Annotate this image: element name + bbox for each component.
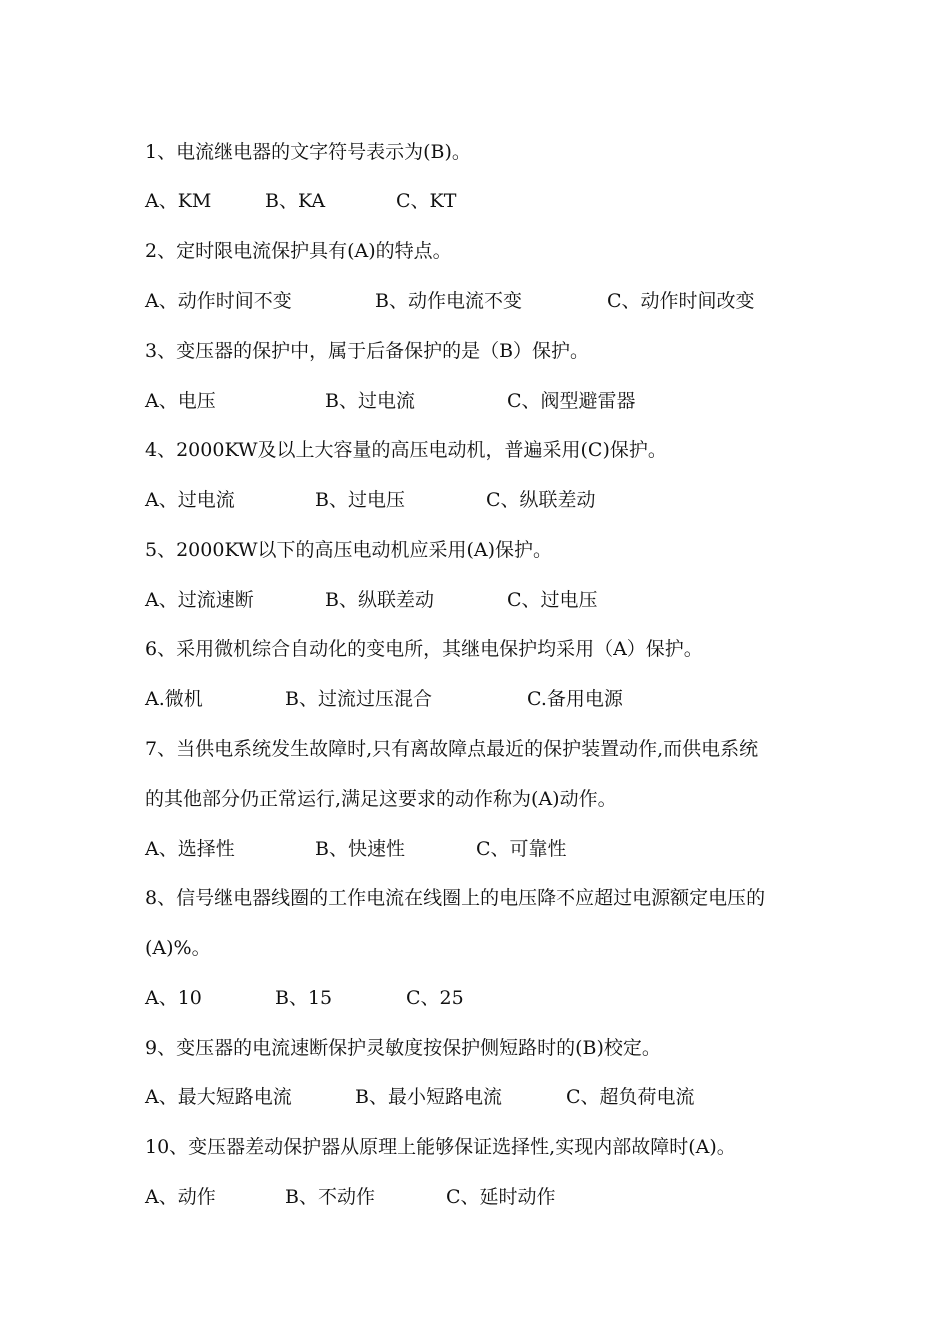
option-a: A、过电流 [145, 489, 235, 511]
option-b: B、KA [265, 190, 326, 212]
option-a: A、10 [145, 987, 202, 1009]
option-c: C.备用电源 [527, 688, 623, 710]
option-b: B、最小短路电流 [355, 1086, 502, 1108]
question-7-options [145, 836, 567, 862]
question-2-text: 2、定时限电流保护具有(A)的特点。 [145, 240, 452, 262]
option-c: C、纵联差动 [486, 489, 596, 511]
question-5-text: 5、2000KW以下的高压电动机应采用(A)保护。 [145, 539, 553, 561]
question-7-text: 7、当供电系统发生故障时,只有离故障点最近的保护装置动作,而供电系统 [145, 738, 759, 760]
option-a: A、动作时间不变 [145, 290, 292, 312]
option-c: C、可靠性 [476, 838, 567, 860]
option-c: C、25 [406, 987, 464, 1009]
option-a: A、过流速断 [145, 589, 254, 611]
option-b: B、过电压 [315, 489, 405, 511]
option-c: C、过电压 [507, 589, 598, 611]
question-6-options [145, 686, 623, 712]
option-a: A、最大短路电流 [145, 1086, 292, 1108]
question-4-text: 4、2000KW及以上大容量的高压电动机，普遍采用(C)保护。 [145, 439, 667, 461]
question-1-text: 1、电流继电器的文字符号表示为(B)。 [145, 141, 471, 163]
question-8-text: 8、信号继电器线圈的工作电流在线圈上的电压降不应超过电源额定电压的 [145, 887, 766, 909]
option-b: B、纵联差动 [325, 589, 434, 611]
question-9-text: 9、变压器的电流速断保护灵敏度按保护侧短路时的(B)校定。 [145, 1037, 661, 1059]
question-4-options [145, 487, 596, 513]
question-8-continuation: (A)%。 [145, 937, 211, 959]
question-3-options [145, 388, 636, 414]
option-c: C、超负荷电流 [566, 1086, 695, 1108]
question-10-text: 10、变压器差动保护器从原理上能够保证选择性,实现内部故障时(A)。 [145, 1136, 736, 1158]
option-a: A、动作 [145, 1186, 216, 1208]
option-a: A、电压 [145, 390, 216, 412]
question-3-text: 3、变压器的保护中，属于后备保护的是（B）保护。 [145, 340, 590, 362]
question-6-text: 6、采用微机综合自动化的变电所，其继电保护均采用（A）保护。 [145, 638, 703, 660]
question-7-continuation: 的其他部分仍正常运行,满足这要求的动作称为(A)动作。 [145, 788, 617, 810]
option-c: C、动作时间改变 [607, 290, 755, 312]
option-b: B、快速性 [315, 838, 405, 860]
option-c: C、KT [396, 190, 457, 212]
option-a: A、KM [145, 190, 212, 212]
question-5-options [145, 587, 598, 613]
option-b: B、动作电流不变 [375, 290, 522, 312]
question-10-options [145, 1184, 556, 1210]
option-a: A.微机 [145, 688, 203, 710]
option-c: C、阀型避雷器 [507, 390, 636, 412]
option-b: B、过电流 [325, 390, 415, 412]
option-b: B、15 [275, 987, 333, 1009]
question-9-options [145, 1084, 695, 1110]
question-1-options [145, 188, 456, 214]
option-c: C、延时动作 [446, 1186, 556, 1208]
question-8-options [145, 985, 464, 1011]
option-b: B、过流过压混合 [285, 688, 432, 710]
question-2-options [145, 288, 755, 314]
option-a: A、选择性 [145, 838, 235, 860]
option-b: B、不动作 [285, 1186, 375, 1208]
